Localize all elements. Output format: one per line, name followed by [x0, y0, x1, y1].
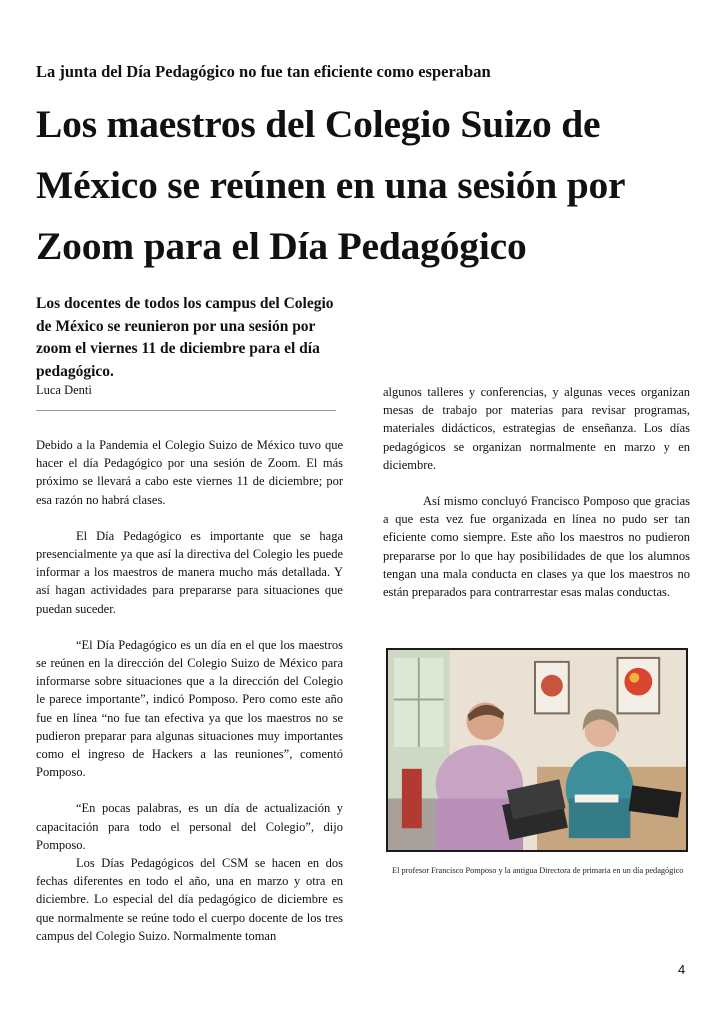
body-paragraph: “El Día Pedagógico es un día en el que los maestros se reúnen en la dirección del Colegio Suizo de México para informarse sobre situaciones que a la dirección del Colegio le parece importante”, indicó Pomposo. Pero como este año fue en línea “no fue tan efectiva ya que los maestros no se pudieron preparar para algunas situaciones muy importantes como el ingreso de Hackers a las reuniones”, comentó Pomposo.: [36, 637, 343, 780]
body-paragraph: Debido a la Pandemia el Colegio Suizo de México tuvo que hacer el día Pedagógico por una sesión de Zoom. El más próximo se llevará a cabo este viernes 11 de diciembre; por esa razón no habrá clases.: [36, 438, 343, 507]
photo-caption: El profesor Francisco Pomposo y la antigua Directora de primaria en un día pedagógico: [392, 866, 684, 875]
body-paragraph: “En pocas palabras, es un día de actualización y capacitación para todo el personal del Colegio”, dijo Pomposo.: [36, 801, 343, 852]
body-paragraph: Así mismo concluyó Francisco Pomposo que gracias a que esta vez fue organizada en línea no pudo ser tan eficiente como siempre. Este año los maestros no pudieron prepararse por lo que hay posibilidades de que los alumnos tengan una mala conducta en clases ya que los maestros no están preparados para contrarrestar esas malas conductas.: [383, 494, 690, 600]
byline-divider: [36, 410, 336, 411]
body-paragraph: algunos talleres y conferencias, y algunas veces organizan mesas de trabajo por materias para revisar programas, materiales didácticos, estrategias de enseñanza. Los días pedagógicos se organizan normalmente en marzo y en diciembre.: [383, 385, 690, 472]
article-column-right: [383, 383, 690, 619]
article-photo: [386, 648, 688, 852]
body-paragraph: El Día Pedagógico es importante que se haga presencialmente ya que así la directiva del Colegio les puede informar a los maestros de manera mucho más detallada. Y así hagan actividades para prepararse para situaciones que puedan suceder.: [36, 528, 343, 616]
article-dek: Los docentes de todos los campus del Colegio de México se reunieron por una sesión por zoom el viernes 11 de diciembre para el día pedagógico.: [36, 295, 334, 380]
article-byline: Luca Denti: [36, 383, 92, 397]
article-headline: Los maestros del Colegio Suizo de México se reúnen en una sesión por Zoom para el Día Pedagógico: [36, 102, 625, 268]
article-column-left: [36, 436, 343, 963]
teachers-photo-illustration: [388, 650, 686, 850]
page-number: 4: [678, 962, 686, 977]
body-paragraph: Los Días Pedagógicos del CSM se hacen en dos fechas diferentes en todo el año, una en marzo y otra en diciembre. Lo especial del día pedagógico de diciembre es que normalmente se reúne todo el cuerpo docente de los tres campus del Colegio Suizo. Normalmente toman: [36, 856, 343, 943]
article-kicker: La junta del Día Pedagógico no fue tan eficiente como esperaban: [36, 62, 491, 81]
